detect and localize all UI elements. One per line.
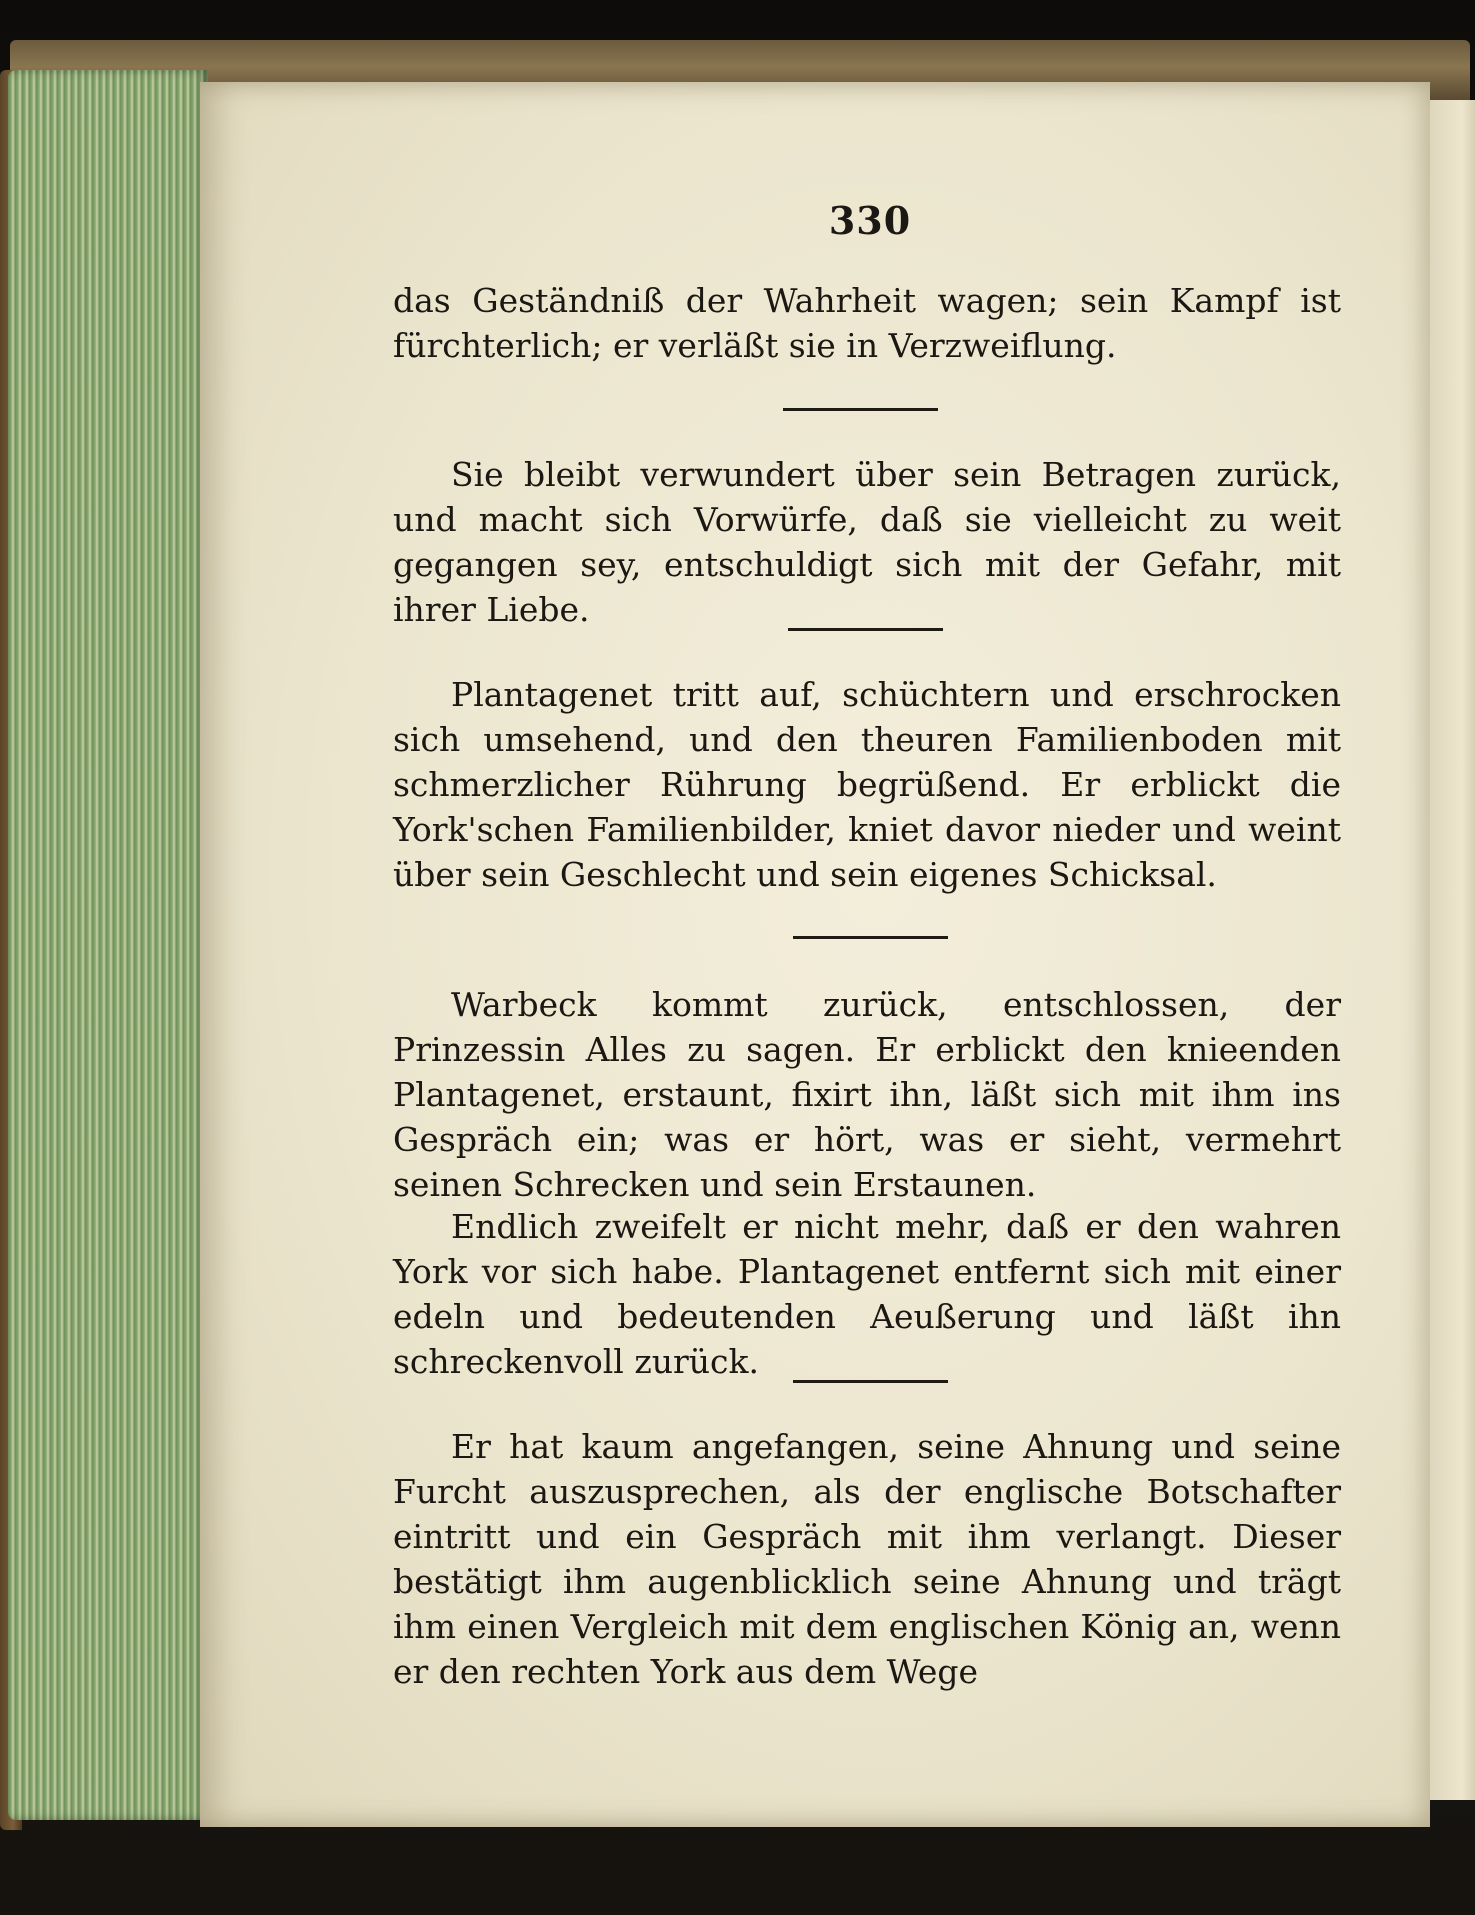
section-divider-1 [783, 408, 938, 411]
paragraph-5: Endlich zweifelt er nicht mehr, daß er den wahren York vor sich habe. Plantagenet entfernt sich mit einer edeln und bedeutenden Aeußerung und läßt ihn schreckenvoll zurück. [393, 1207, 1341, 1381]
section-divider-4 [793, 1380, 948, 1383]
paragraph-2: Sie bleibt verwundert über sein Betragen zurück, und macht sich Vorwürfe, daß sie vielleicht zu weit gegangen sey, entschuldigt sich mit der Gefahr, mit ihrer Liebe. [393, 455, 1341, 629]
page-stack-edge [8, 70, 208, 1820]
paragraph-1: das Geständniß der Wahrheit wagen; sein Kampf ist fürchterlich; er verläßt sie in Verzweiflung. [393, 281, 1341, 365]
page-number: 330 [828, 198, 912, 243]
section-divider-2 [788, 628, 943, 631]
paragraph-3: Plantagenet tritt auf, schüchtern und erschrocken sich umsehend, und den theuren Familienboden mit schmerzlicher Rührung begrüßend. Er erblickt die York'schen Familienbilder, kniet davor nieder und weint über sein Geschlecht und sein eigenes Schicksal. [393, 675, 1341, 894]
paragraph-6: Er hat kaum angefangen, seine Ahnung und seine Furcht auszusprechen, als der englische Botschafter eintritt und ein Gespräch mit ihm verlangt. Dieser bestätigt ihm augenblicklich seine Ahnung und trägt ihm einen Vergleich mit dem englischen König an, wenn er den rechten York aus dem Wege [393, 1427, 1341, 1691]
section-divider-3 [793, 936, 948, 939]
paragraph-4: Warbeck kommt zurück, entschlossen, der Prinzessin Alles zu sagen. Er erblickt den knieenden Plantagenet, erstaunt, fixirt ihn, läßt sich mit ihm ins Gespräch ein; was er hört, was er sieht, vermehrt seinen Schrecken und sein Erstaunen. [393, 985, 1341, 1204]
